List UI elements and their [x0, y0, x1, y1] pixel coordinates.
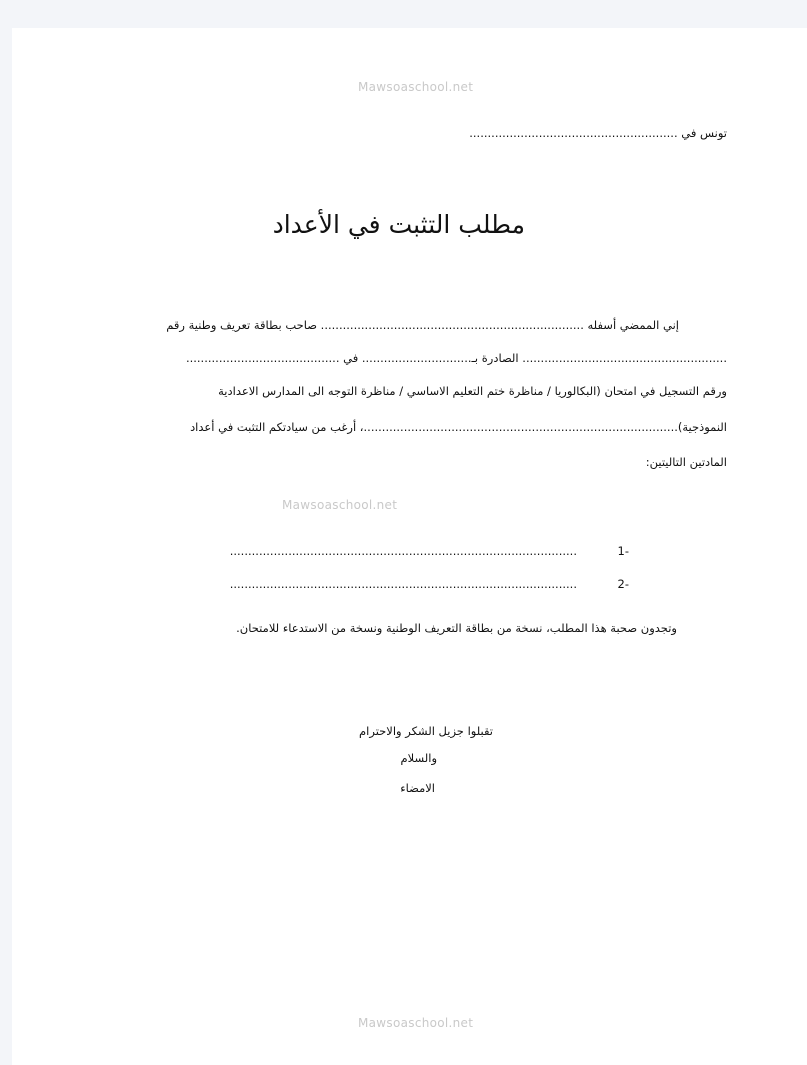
body-line-3: ورقم التسجيل في امتحان (البكالوريا / مناظرة ختم التعليم الاساسي / مناظرة التوجه الى المدارس الاعدادية [218, 384, 727, 398]
attachment-note: وتجدون صحبة هذا المطلب، نسخة من بطاقة التعريف الوطنية ونسخة من الاستدعاء للامتحان. [236, 621, 677, 635]
subject-2-line: ............................................................................................... [229, 577, 577, 591]
subject-1-line: ............................................................................................... [229, 544, 577, 558]
watermark-top: Mawsoaschool.net [358, 80, 474, 94]
body-line-2: ........................................................ الصادرة بـ.............................. في .......................................... [185, 351, 727, 365]
city-date-line: تونس في ......................................................... [469, 126, 727, 140]
closing-thanks: تقبلوا جزيل الشكر والاحترام [359, 724, 493, 738]
subject-2-number: 2- [617, 577, 629, 591]
closing-greeting: والسلام [400, 751, 437, 765]
watermark-bottom: Mawsoaschool.net [358, 1016, 474, 1030]
watermark-middle: Mawsoaschool.net [282, 498, 398, 512]
document-page [12, 28, 807, 1065]
document-title: مطلب التثبت في الأعداد [272, 210, 525, 239]
body-line-5: المادتين التاليتين: [645, 455, 727, 469]
subject-1-number: 1- [617, 544, 629, 558]
body-line-4: النموذجية)......................................................................................، أرغب من سيادتكم التثبت في أعداد [190, 420, 727, 434]
body-line-1: إني الممضي أسفله ........................................................................ صاحب بطاقة تعريف وطنية رقم [166, 318, 679, 332]
signature-label: الامضاء [400, 781, 435, 795]
